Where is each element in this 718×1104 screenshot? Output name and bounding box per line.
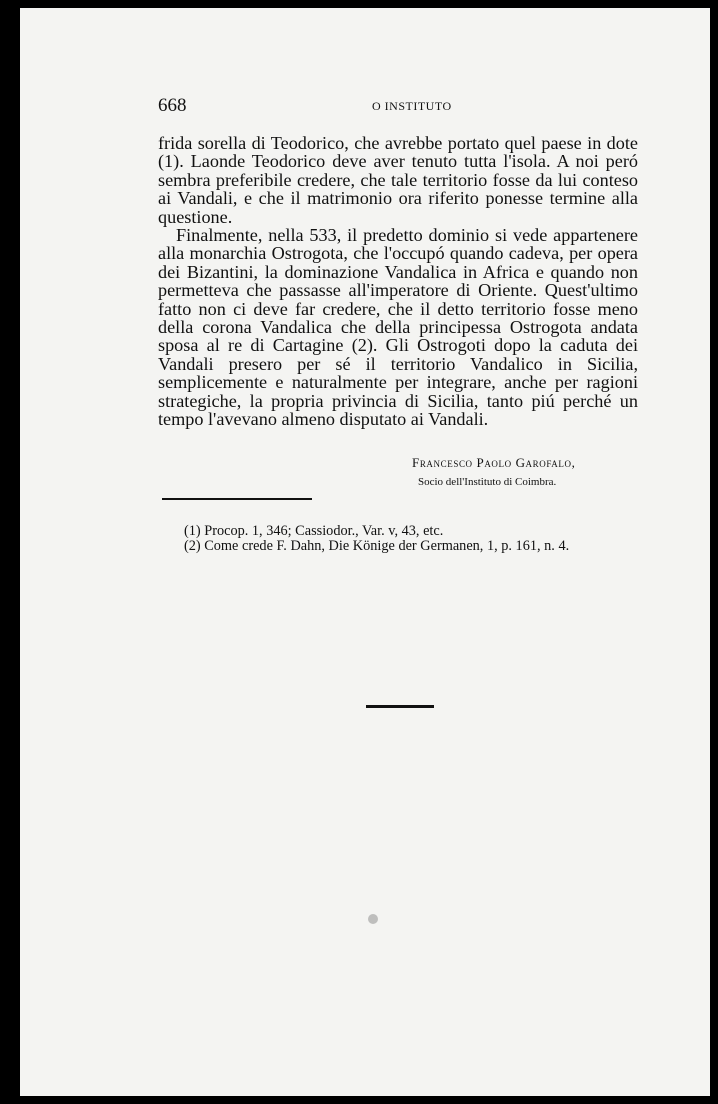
page-number: 668: [158, 95, 187, 116]
body-text: [158, 134, 638, 429]
paragraph-1: frida sorella di Teodorico, che avrebbe portato quel paese in dote (1). Laonde Teodorico deve aver tenuto tutta l'isola. A noi peró sembra preferibile credere, che tale territorio fosse da lui conteso ai Vandali, e che il matrimonio ora riferito ponesse termine alla questione.: [158, 133, 638, 227]
scanned-page: [20, 8, 710, 1096]
author-name: Francesco Paolo Garofalo,: [412, 455, 576, 470]
page-header: [158, 95, 658, 119]
running-title: O INSTITUTO: [372, 99, 452, 113]
author-affiliation: Socio dell'Instituto di Coimbra.: [418, 476, 557, 488]
footnote-2: (2) Come crede F. Dahn, Die Könige der Germanen, 1, p. 161, n. 4.: [184, 538, 570, 554]
end-of-article-rule: [366, 705, 434, 708]
footnote-separator: [162, 498, 312, 500]
paper-speck: [368, 914, 378, 924]
footnote-1: (1) Procop. 1, 346; Cassiodor., Var. v, 43, etc.: [184, 523, 444, 539]
paragraph-2: Finalmente, nella 533, il predetto dominio si vede appartenere alla monarchia Ostrogota, che l'occupó quando cadeva, per opera dei Bizantini, la dominazione Vandalica in Africa e quando non permetteva che passasse all'imperatore di Oriente. Quest'ultimo fatto non ci deve far credere, che il detto territorio fosse meno della corona Vandalica che della principessa Ostrogota andata sposa al re di Cartagine (2). Gli Ostrogoti dopo la caduta dei Vandali presero per sé il territorio Vandalico in Sicilia, semplicemente e naturalmente per integrare, anche per ragioni strategiche, la propria privincia di Sicilia, tanto piú perché un tempo l'avevano almeno disputato ai Vandali.: [158, 225, 638, 430]
footnotes: [184, 524, 664, 554]
